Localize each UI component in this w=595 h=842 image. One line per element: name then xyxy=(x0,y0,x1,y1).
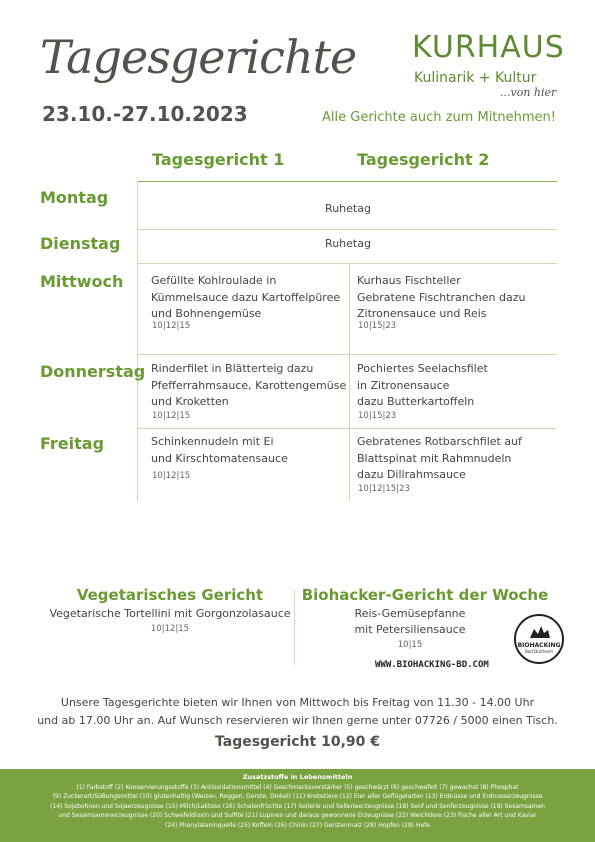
biohacking-logo xyxy=(514,614,564,664)
footer-line: (24) Phenylalaninquelle (25) Koffein (26) Chinin (27) Gerstenmalz (28) Hopfen (29) Hefe xyxy=(165,821,430,829)
donnerstag-dish-2: Pochiertes Seelachsfilet in Zitronensauce dazu Butterkartoffeln xyxy=(357,362,488,408)
divider-line xyxy=(137,181,557,182)
footer-additives xyxy=(0,769,595,842)
column-header-2: Tagesgericht 2 xyxy=(357,150,490,169)
day-dienstag: Dienstag xyxy=(40,234,121,253)
day-montag: Montag xyxy=(40,188,109,207)
biohacker-allergens: 10|15 xyxy=(397,640,423,650)
biohacking-logo-icon xyxy=(516,616,562,662)
mittwoch-allergens-2: 10|15|23 xyxy=(358,321,397,331)
freitag-allergens-1: 10|12|15 xyxy=(152,471,191,481)
dienstag-closed: Ruhetag xyxy=(325,237,371,250)
day-mittwoch: Mittwoch xyxy=(40,272,124,291)
page-title: Tagesgerichte xyxy=(40,30,357,84)
day-donnerstag: Donnerstag xyxy=(40,362,146,381)
day-freitag: Freitag xyxy=(40,434,105,453)
logo-subtitle: Kulinarik + Kultur xyxy=(414,70,537,86)
donnerstag-allergens-1: 10|12|15 xyxy=(152,411,191,421)
freitag-dish-2: Gebratenes Rotbarschfilet auf Blattspinat mit Rahmnudeln dazu Dillrahmsauce xyxy=(357,435,522,481)
mittwoch-dish-1: Gefüllte Kohlroulade in Kümmelsauce dazu Kartoffelpüree und Bohnengemüse xyxy=(151,274,341,320)
svg-text:Bad Dürrheim: Bad Dürrheim xyxy=(525,649,553,654)
footer-line: und Sesamsamenerzeugnisse (20) Schwefeldioxin und Sulfite (21) Lupinen und daraus gewonnene Erzeugnisse (22) Weichtiere (23) Fische aller Art und Kaviar xyxy=(58,812,537,819)
divider-line xyxy=(294,590,295,665)
divider-line xyxy=(137,229,557,230)
mittwoch-dish-2: Kurhaus Fischteller Gebratene Fischtranchen dazu Zitronensauce und Reis xyxy=(357,274,526,320)
donnerstag-dish-1: Rinderfilet in Blätterteig dazu Pfefferrahmsauce, Karottengemüse und Kroketten xyxy=(151,362,347,408)
divider-line xyxy=(137,181,138,501)
footer-line: (1) Farbstoff (2) Konservierungsstoffe (3) Antioxidationsmittel (4) Geschmacksverstärker (5) geschwärzt (6) geschwefelt (7) gewachst (8) Phosphat xyxy=(76,783,519,791)
divider-line xyxy=(349,263,350,501)
biohacking-url: WWW.BIOHACKING-BD.COM xyxy=(375,660,489,670)
footer-line: (9) Zuckerart/Süßungsmittel (10) glutenhaltig (Weizen, Roggen, Gerste, Dinkel) (11) Krebstiere (12) Eier aller Geflügelarten (13) Erdnüsse und Erdnusserzeugnisse xyxy=(52,793,543,800)
date-range: 23.10.-27.10.2023 xyxy=(42,102,248,126)
takeaway-note: Alle Gerichte auch zum Mitnehmen! xyxy=(322,110,556,125)
vegetarian-title: Vegetarisches Gericht xyxy=(76,586,264,604)
footer-line: (14) Sojabohnen und Sojaerzeugnisse (15) Milch/Laktose (16) Schalenfrüchte (17) Sellerie und Sellerieerzeugnisse (18) Senf und Senferzeugnisse (19) Sesamsamen xyxy=(50,802,545,810)
reservation-text: und ab 17.00 Uhr an. Auf Wunsch reservieren wir Ihnen gerne unter 07726 / 5000 einen Tisch. xyxy=(37,714,558,727)
donnerstag-allergens-2: 10|15|23 xyxy=(358,411,397,421)
freitag-allergens-2: 10|12|15|23 xyxy=(358,484,410,494)
logo-tagline: ...von hier xyxy=(500,86,557,99)
svg-text:BIOHACKING: BIOHACKING xyxy=(517,642,561,649)
footer-title: Zusatzstoffe in Lebensmitteln xyxy=(242,773,353,781)
column-header-1: Tagesgericht 1 xyxy=(152,150,285,169)
opening-hours-text: Unsere Tagesgerichte bieten wir Ihnen von Mittwoch bis Freitag von 11.30 - 14.00 Uhr xyxy=(60,696,535,709)
divider-line xyxy=(137,263,557,264)
divider-line xyxy=(137,354,557,355)
price-label: Tagesgericht 10,90 € xyxy=(215,734,380,750)
biohacker-dish: Reis-Gemüsepfanne mit Petersiliensauce xyxy=(354,607,466,636)
vegetarian-dish: Vegetarische Tortellini mit Gorgonzolasauce xyxy=(49,607,291,620)
mittwoch-allergens-1: 10|12|15 xyxy=(152,321,191,331)
biohacker-title: Biohacker-Gericht der Woche xyxy=(301,586,549,604)
montag-closed: Ruhetag xyxy=(325,202,371,215)
divider-line xyxy=(137,428,557,429)
logo-kurhaus: KURHAUS xyxy=(412,30,565,65)
vegetarian-allergens: 10|12|15 xyxy=(150,624,190,634)
freitag-dish-1: Schinkennudeln mit Ei und Kirschtomatensauce xyxy=(151,435,288,465)
